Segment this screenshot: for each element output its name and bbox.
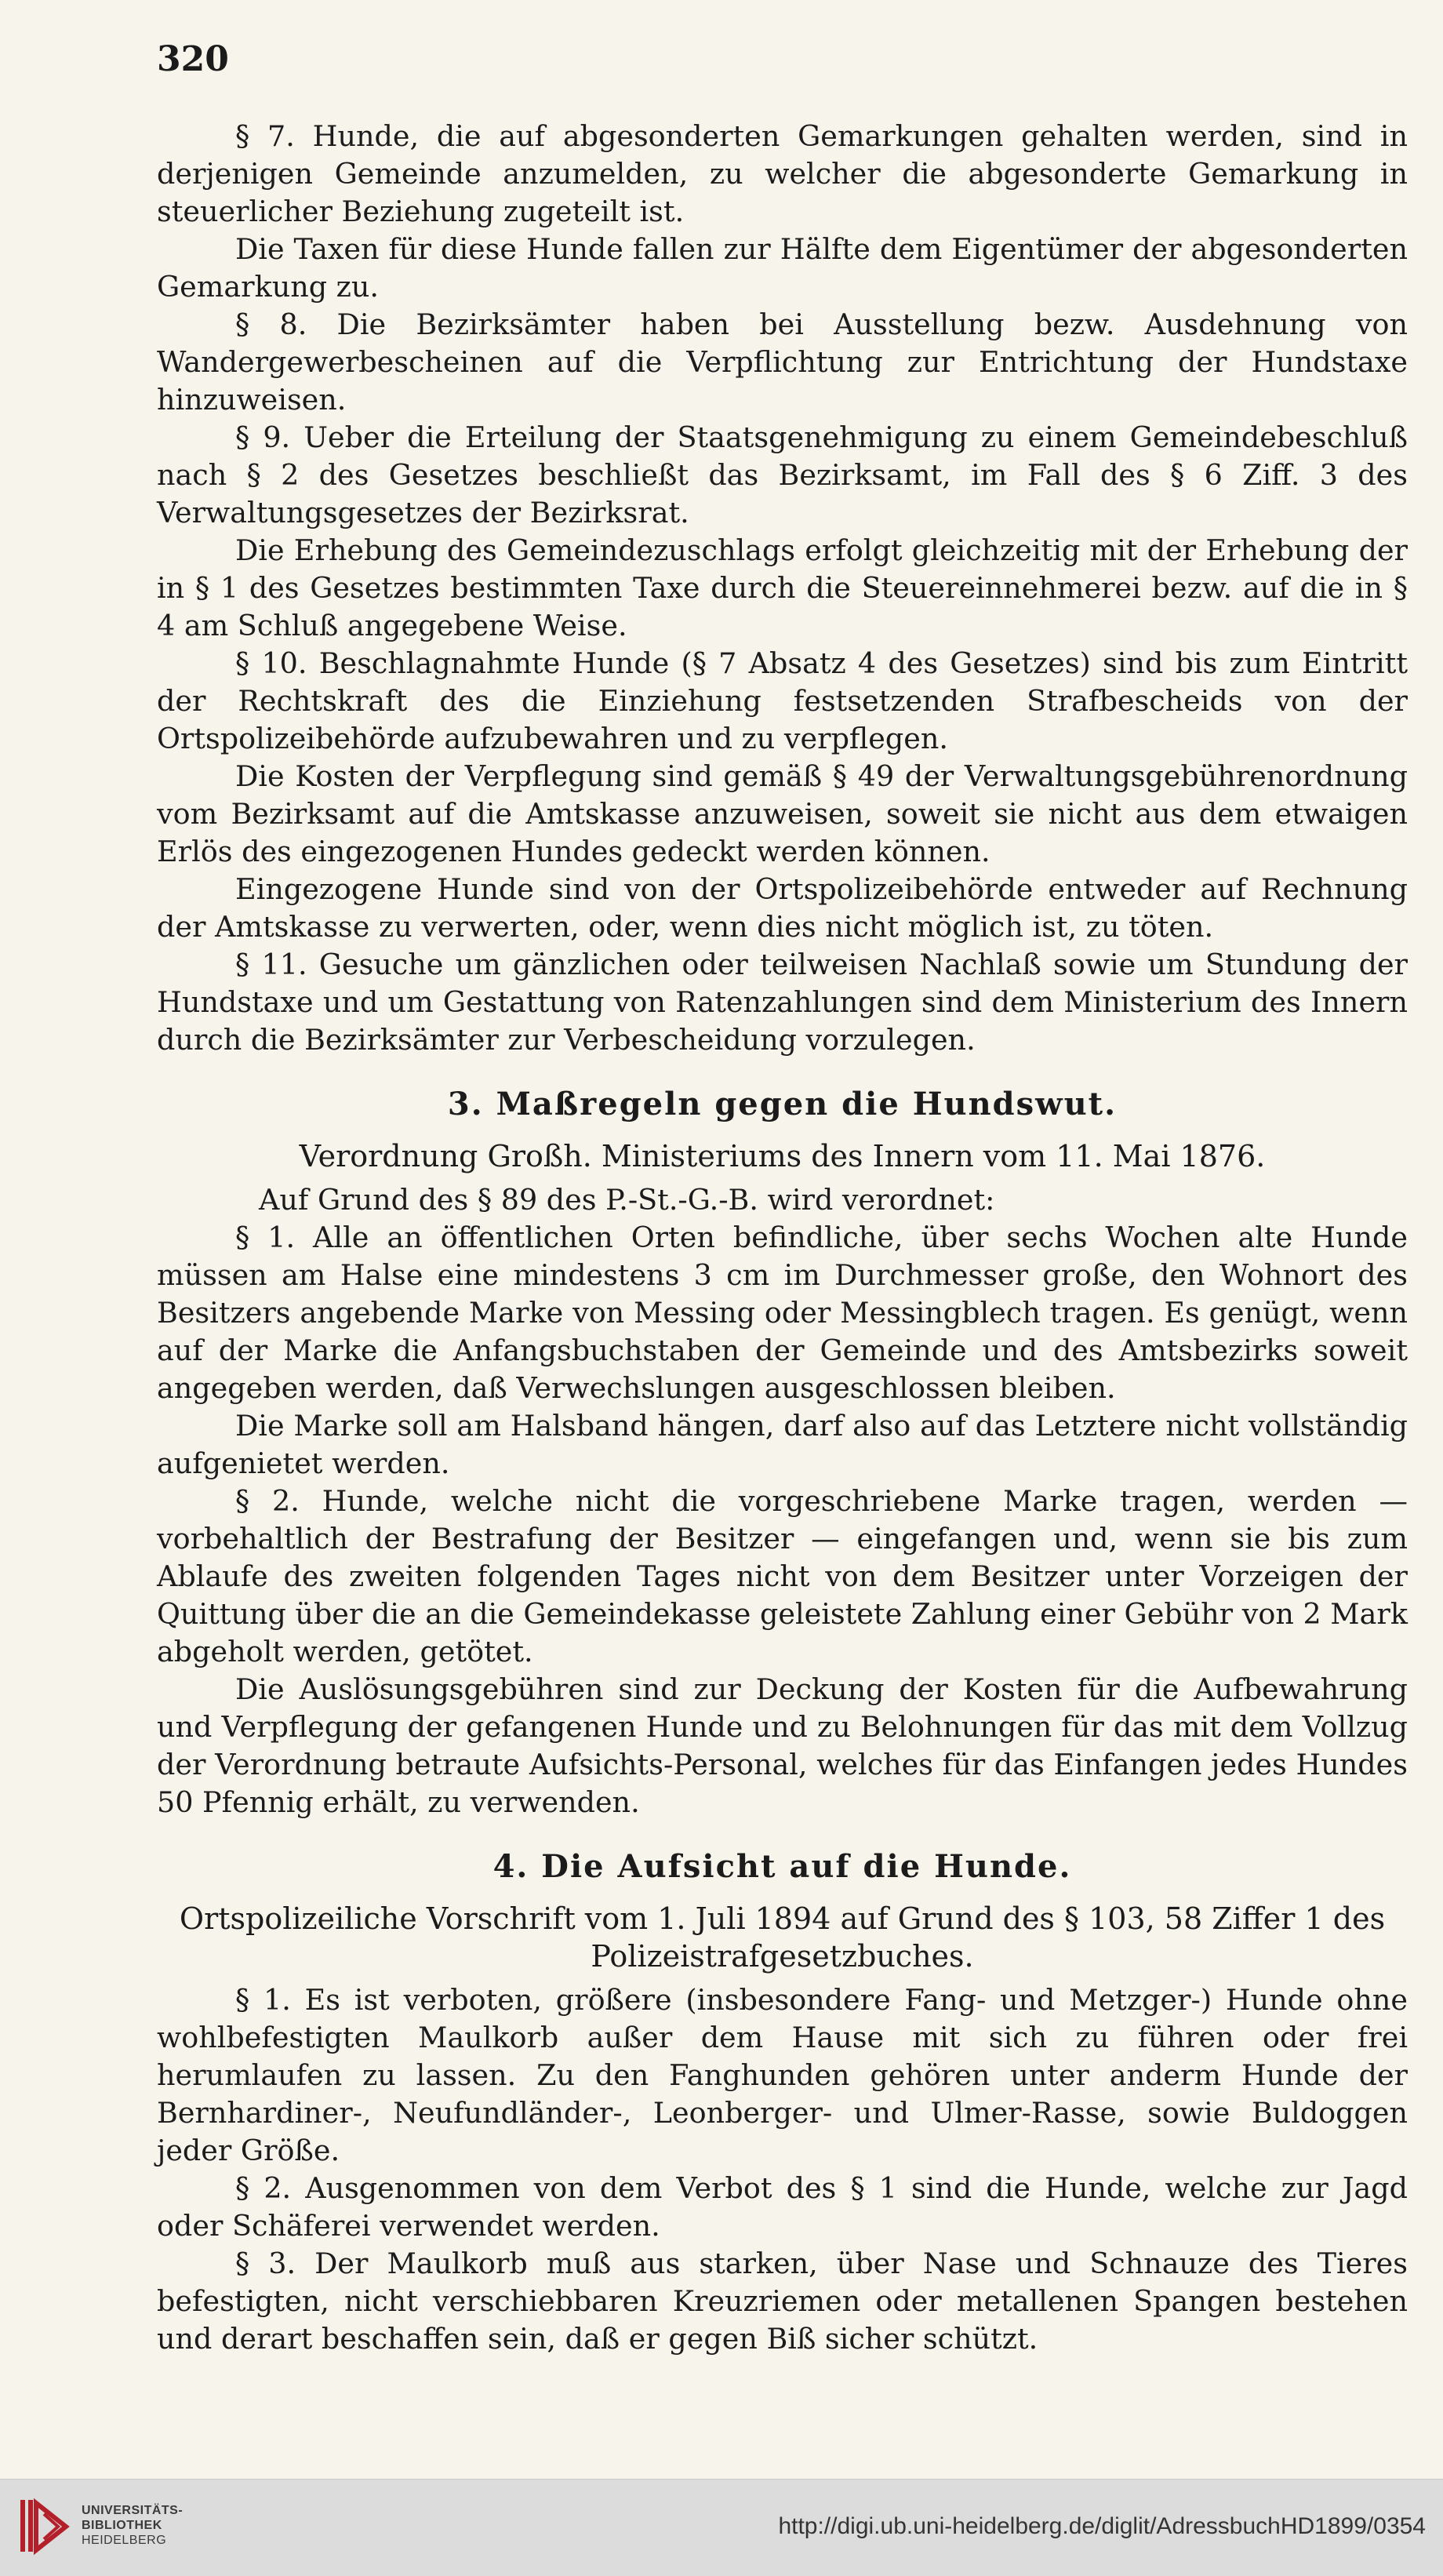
section-heading: 4. Die Aufsicht auf die Hunde.	[493, 1848, 1072, 1885]
paragraph: Die Erhebung des Gemeindezuschlags erfolgt gleichzeitig mit der Erhebung der in § 1 des Gesetzes bestimmten Taxe durch die Steuereinnehmerei bezw. auf die in § 4 am Schluß angegebene Weise.	[157, 533, 1408, 642]
library-name-line: BIBLIOTHEK	[82, 2519, 162, 2532]
library-name-line: UNIVERSITÄTS-	[82, 2504, 184, 2517]
paragraph: Die Taxen für diese Hunde fallen zur Hälfte dem Eigentümer der abgesonderten Gemarkung zu.	[157, 232, 1408, 304]
paragraph: Die Marke soll am Halsband hängen, darf also auf das Letztere nicht vollständig aufgenietet werden.	[157, 1409, 1408, 1480]
page-number: 320	[157, 39, 229, 79]
paragraph: § 2. Ausgenommen von dem Verbot des § 1 sind die Hunde, welche zur Jagd oder Schäferei verwendet werden.	[157, 2171, 1408, 2243]
document-body	[157, 118, 1408, 2358]
library-name-line: HEIDELBERG	[82, 2534, 167, 2547]
paragraph: Die Kosten der Verpflegung sind gemäß § 49 der Verwaltungsgebührenordnung vom Bezirksamt auf die Amtskasse anzuweisen, soweit sie nicht aus dem etwaigen Erlös des eingezogenen Hundes gedeckt werden können.	[157, 759, 1408, 868]
library-logo-icon	[17, 2495, 72, 2558]
paragraph: § 11. Gesuche um gänzlichen oder teilweisen Nachlaß sowie um Stundung der Hundstaxe und um Gestattung von Ratenzahlungen sind dem Ministerium des Innern durch die Bezirksämter zur Verbescheidung vorzulegen.	[157, 948, 1408, 1057]
paragraph: § 8. Die Bezirksämter haben bei Ausstellung bezw. Ausdehnung von Wandergewerbescheinen auf die Verpflichtung zur Entrichtung der Hundstaxe hinzuweisen.	[157, 307, 1408, 417]
paragraph: Die Auslösungsgebühren sind zur Deckung der Kosten für die Aufbewahrung und Verpflegung der gefangenen Hunde und zu Belohnungen für das mit dem Vollzug der Verordnung betraute Aufsichts-Personal, welches für das Einfangen jedes Hundes 50 Pfennig erhält, zu verwenden.	[157, 1672, 1408, 1819]
lead-paragraph: Auf Grund des § 89 des P.-St.-G.-B. wird verordnet:	[259, 1183, 995, 1217]
permalink-url[interactable]: http://digi.ub.uni-heidelberg.de/diglit/AdressbuchHD1899/0354	[778, 2513, 1426, 2539]
section-subheading: Verordnung Großh. Ministeriums des Innern vom 11. Mai 1876.	[299, 1139, 1266, 1173]
footer-bar	[0, 2479, 1443, 2576]
section-subheading: Ortspolizeiliche Vorschrift vom 1. Juli 1894 auf Grund des § 103, 58 Ziffer 1 des Polizeistrafgesetzbuches.	[179, 1901, 1386, 1974]
paragraph: § 9. Ueber die Erteilung der Staatsgenehmigung zu einem Gemeindebeschluß nach § 2 des Gesetzes beschließt das Bezirksamt, im Fall des § 6 Ziff. 3 des Verwaltungsgesetzes der Bezirksrat.	[157, 420, 1408, 529]
paragraph: § 1. Alle an öffentlichen Orten befindliche, über sechs Wochen alte Hunde müssen am Halse eine mindestens 3 cm im Durchmesser große, den Wohnort des Besitzers angebende Marke von Messing oder Messingblech tragen. Es genügt, wenn auf der Marke die Anfangsbuchstaben der Gemeinde und des Amtsbezirks soweit angegeben werden, daß Verwechslungen ausgeschlossen bleiben.	[157, 1221, 1408, 1405]
paragraph: § 2. Hunde, welche nicht die vorgeschriebene Marke tragen, werden — vorbehaltlich der Bestrafung der Besitzer — eingefangen und, wenn sie bis zum Ablaufe des zweiten folgenden Tages nicht von dem Besitzer unter Vorzeigen der Quittung über die an die Gemeindekasse geleistete Zahlung einer Gebühr von 2 Mark abgeholt werden, getötet.	[157, 1484, 1408, 1668]
paragraph: § 1. Es ist verboten, größere (insbesondere Fang- und Metzger-) Hunde ohne wohlbefestigten Maulkorb außer dem Hause mit sich zu führen oder frei herumlaufen zu lassen. Zu den Fanghunden gehören unter anderm Hunde der Bernhardiner-, Neufundländer-, Leonberger- und Ulmer-Rasse, sowie Buldoggen jeder Größe.	[157, 1983, 1408, 2167]
paragraph: § 3. Der Maulkorb muß aus starken, über Nase und Schnauze des Tieres befestigten, nicht verschiebbaren Kreuzriemen oder metallenen Spangen bestehen und derart beschaffen sein, daß er gegen Biß sicher schützt.	[157, 2247, 1408, 2356]
section-heading: 3. Maßregeln gegen die Hundswut.	[447, 1086, 1118, 1122]
paragraph: § 7. Hunde, die auf abgesonderten Gemarkungen gehalten werden, sind in derjenigen Gemeinde anzumelden, zu welcher die abgesonderte Gemarkung in steuerlicher Beziehung zugeteilt ist.	[157, 119, 1408, 228]
library-name	[82, 2503, 183, 2548]
paragraph: § 10. Beschlagnahmte Hunde (§ 7 Absatz 4 des Gesetzes) sind bis zum Eintritt der Rechtskraft des die Einziehung festsetzenden Strafbescheids von der Ortspolizeibehörde aufzubewahren und zu verpflegen.	[157, 646, 1408, 755]
paragraph: Eingezogene Hunde sind von der Ortspolizeibehörde entweder auf Rechnung der Amtskasse zu verwerten, oder, wenn dies nicht möglich ist, zu töten.	[157, 872, 1408, 944]
